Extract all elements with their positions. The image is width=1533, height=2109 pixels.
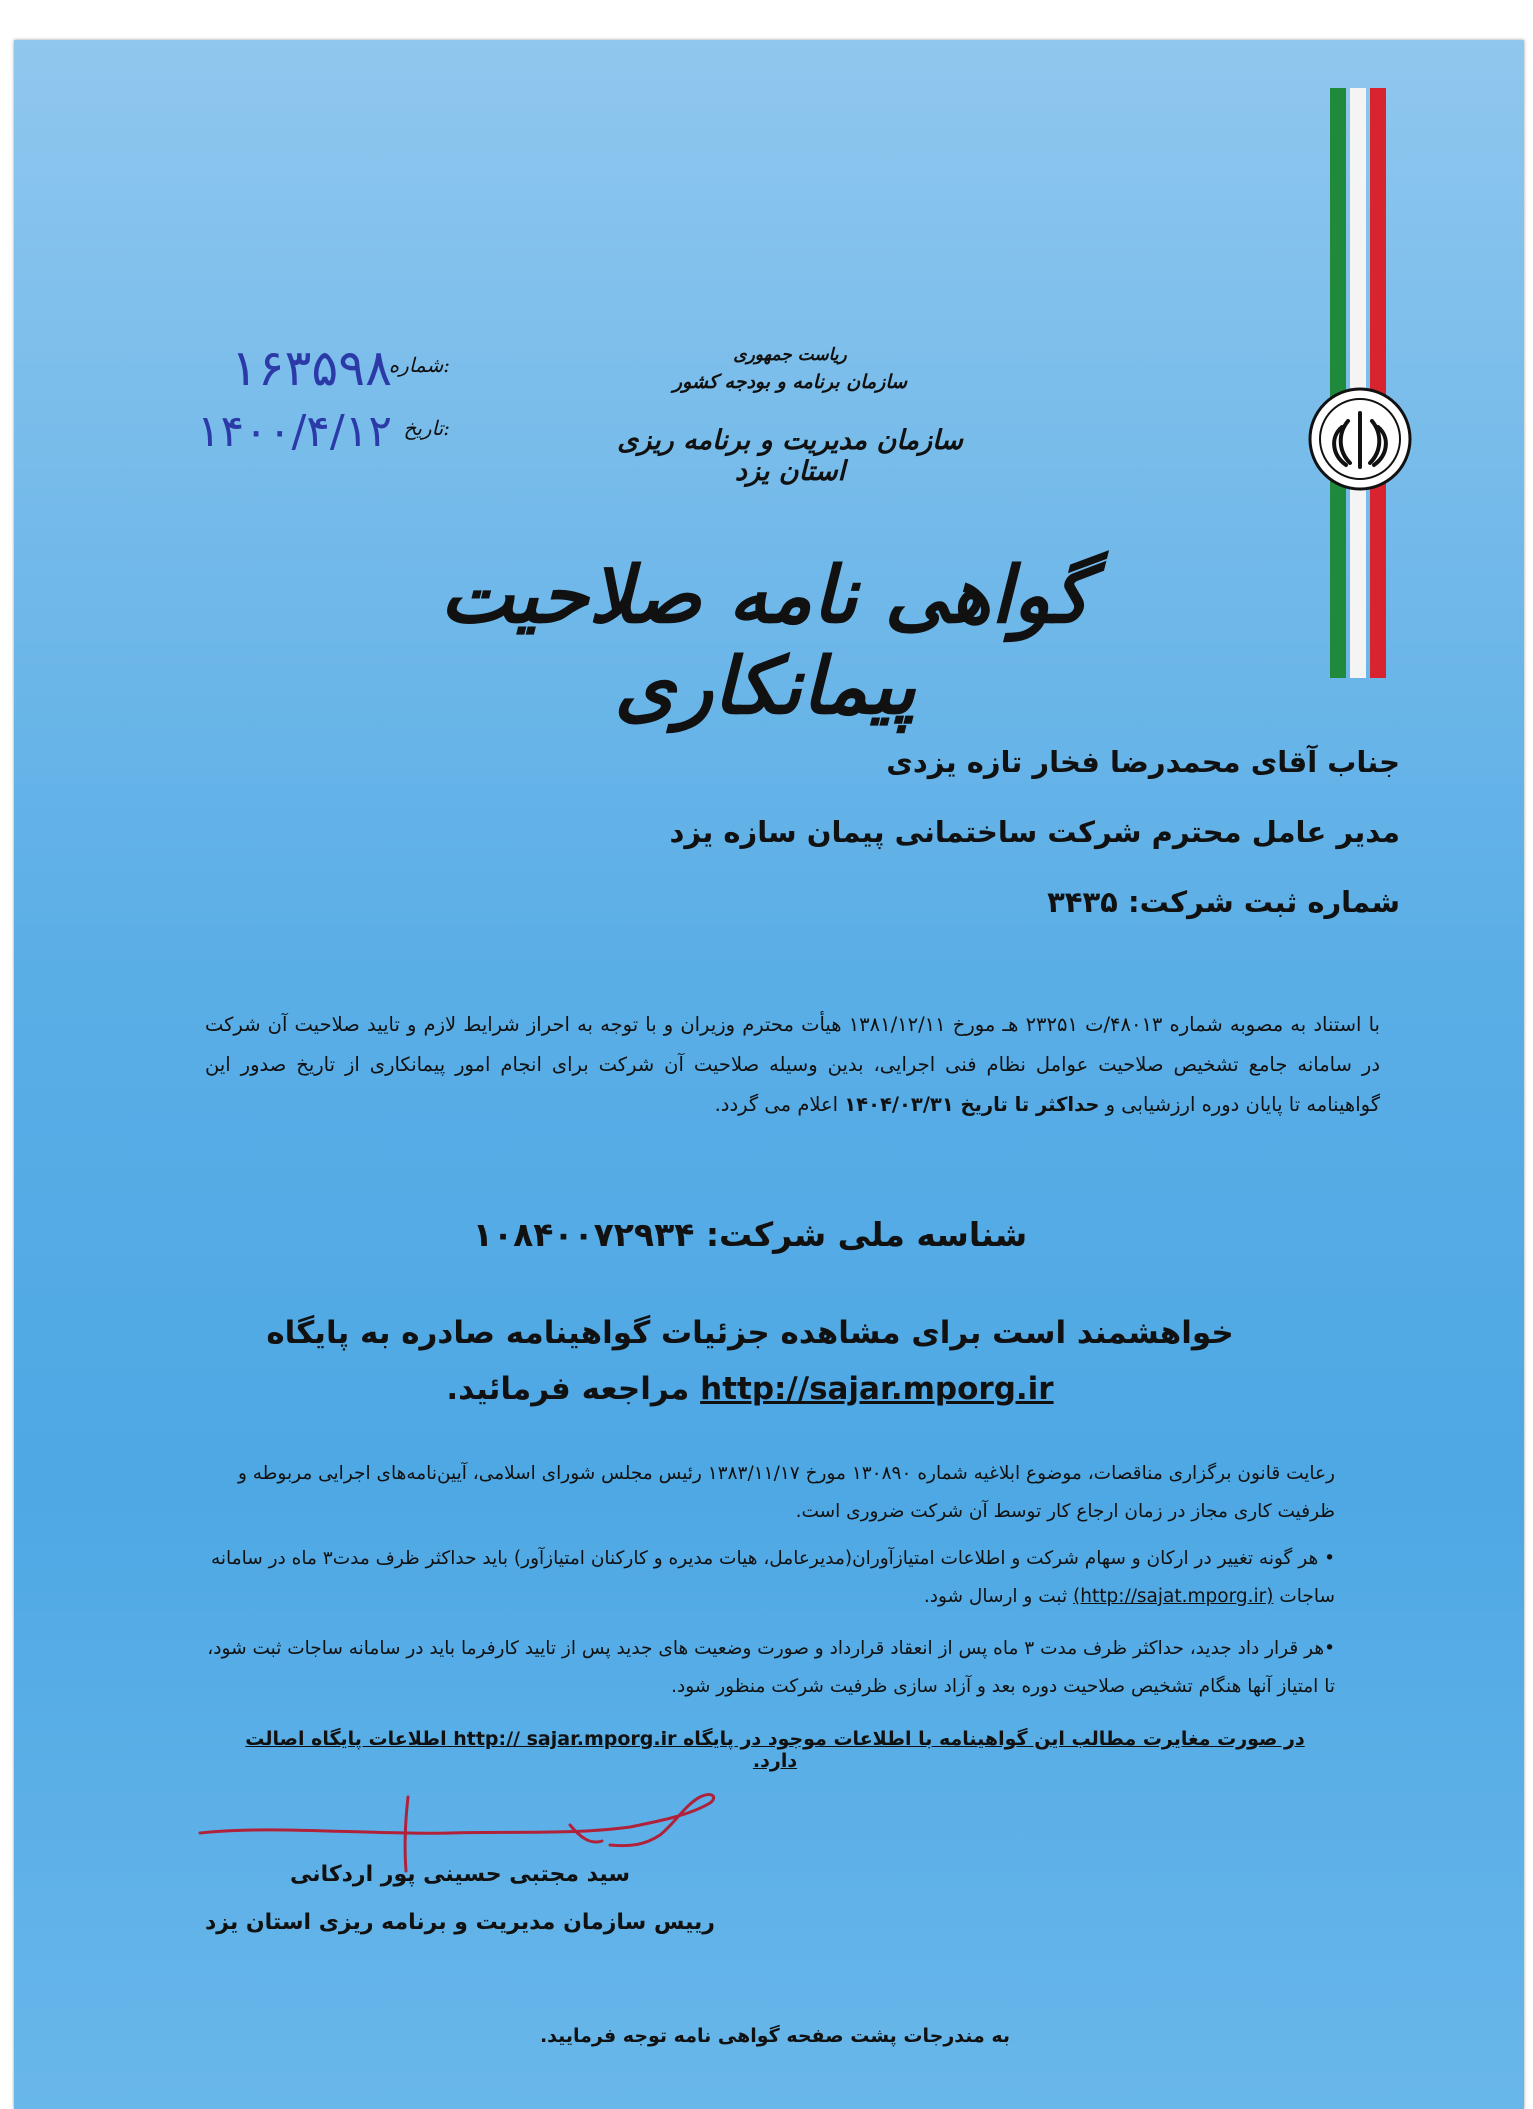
header-presidency: ریاست جمهوری bbox=[733, 345, 847, 365]
addressee-position: مدیر عامل محترم شرکت ساختمانی پیمان سازه یزد bbox=[669, 815, 1400, 849]
iran-emblem-icon bbox=[1306, 385, 1414, 493]
flag-ribbon bbox=[1328, 88, 1388, 678]
number-value: ۱۶۳۵۹۸ bbox=[230, 339, 392, 397]
notice-line-2: مراجعه فرمائید. bbox=[446, 1371, 690, 1407]
sajar-notice bbox=[250, 1305, 1250, 1417]
addressee-name: جناب آقای محمدرضا فخار تازه یزدی bbox=[886, 745, 1400, 779]
back-page-note: به مندرجات پشت صفحه گواهی نامه توجه فرمایید. bbox=[539, 2025, 1011, 2047]
rules-paragraph-2 bbox=[205, 1540, 1335, 1616]
certificate-title: گواهی نامه صلاحیت پیمانکاری bbox=[440, 550, 1090, 732]
signatory-name: سید مجتبی حسینی پور اردکانی bbox=[290, 1862, 630, 1887]
date-label: تاریخ: bbox=[403, 416, 450, 440]
issuer-header bbox=[600, 345, 980, 393]
certification-paragraph bbox=[205, 1005, 1380, 1125]
verification-text-1: در صورت مغایرت مطالب این گواهینامه با اطلاعات موجود در پایگاه bbox=[683, 1728, 1305, 1750]
rules-paragraph-3: •هر قرار داد جدید، حداکثر ظرف مدت ۳ ماه پس از انعقاد قرارداد و صورت وضعیت های جدید پس از تایید کارفرما باید در سامانه ساجات ثبت شود، تا امتیاز آنها هنگام تشخیص صلاحیت دوره بعد و آزاد سازی ظرفیت شرکت منظور شود. bbox=[207, 1638, 1335, 1697]
rules-p2-text: • هر گونه تغییر در ارکان و سهام شرکت و اطلاعات امتیازآوران(مدیرعامل، هیات مدیره و کارکنان امتیازآور) باید حداکثر ظرف مدت۳ ماه در سامانه ساجات bbox=[210, 1548, 1335, 1607]
header-provincial-org: سازمان مدیریت و برنامه ریزی استان یزد bbox=[617, 425, 963, 487]
verification-note bbox=[230, 1728, 1320, 1772]
header-plan-org: سازمان برنامه و بودجه کشور bbox=[672, 371, 908, 393]
rules-paragraph-1: رعایت قانون برگزاری مناقصات، موضوع ابلاغیه شماره ۱۳۰۸۹۰ مورخ ۱۳۸۳/۱۱/۱۷ رئیس مجلس شورای اسلامی، آیین‌نامه‌های اجرایی مربوطه و ظرفیت کاری مجاز در زمان ارجاع کار توسط آن شرکت ضروری است. bbox=[237, 1463, 1335, 1522]
verification-link[interactable]: http:// sajar.mporg.ir bbox=[453, 1728, 677, 1750]
letter-number bbox=[180, 339, 450, 405]
signatory-title: رییس سازمان مدیریت و برنامه ریزی استان یزد bbox=[205, 1910, 715, 1935]
sajar-link[interactable]: http://sajar.mporg.ir bbox=[700, 1371, 1054, 1407]
sajat-link[interactable]: (http://sajat.mporg.ir) bbox=[1073, 1586, 1274, 1607]
verification-text-2: اطلاعات پایگاه اصالت دارد. bbox=[245, 1728, 798, 1772]
rules-p2-end: ثبت و ارسال شود. bbox=[923, 1586, 1068, 1607]
body-text-2: اعلام می گردد. bbox=[714, 1093, 839, 1116]
validity-deadline: حداکثر تا تاریخ ۱۴۰۴/۰۳/۳۱ bbox=[844, 1093, 1100, 1116]
company-registration-number: شماره ثبت شرکت: ۳۴۳۵ bbox=[1047, 885, 1400, 919]
letter-date bbox=[150, 406, 450, 472]
number-label: شماره: bbox=[388, 353, 450, 377]
company-national-id: شناسه ملی شرکت: ۱۰۸۴۰۰۷۲۹۳۴ bbox=[472, 1215, 1028, 1254]
body-text-1: با استناد به مصوبه شماره ۴۸۰۱۳/ت ۲۳۲۵۱ هـ مورخ ۱۳۸۱/۱۲/۱۱ هیأت محترم وزیران و با توجه به احراز شرایط لازم و تایید صلاحیت آن شرکت در سامانه جامع تشخیص صلاحیت عوامل نظام فنی اجرایی، بدین وسیله صلاحیت آن شرکت برای انجام امور پیمانکاری از تاریخ صدور این گواهینامه تا پایان دوره ارزشیابی و bbox=[205, 1013, 1380, 1116]
date-value: ۱۴۰۰/۴/۱۲ bbox=[196, 406, 392, 457]
notice-line-1: خواهشمند است برای مشاهده جزئیات گواهینامه صادره به پایگاه bbox=[266, 1315, 1234, 1351]
